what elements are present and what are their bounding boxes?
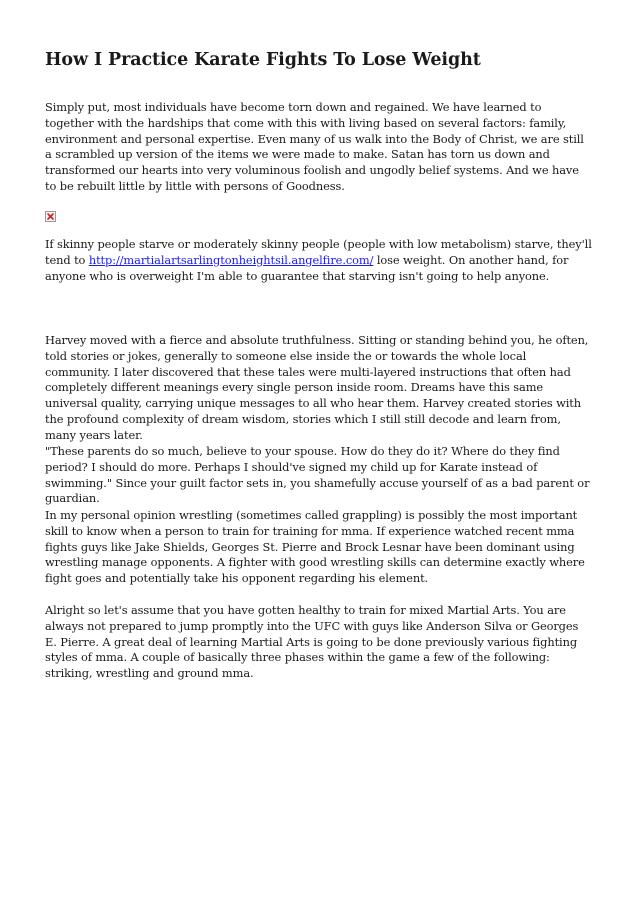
broken-image-icon <box>45 211 56 222</box>
paragraph-harvey: Harvey moved with a fierce and absolute truthfulness. Sitting or standing behind you, he often, told stories or jokes, generally to someone else inside the or towards the whole local community. I later discovered that these tales were multi-layered instructions that often had completely different meanings every single person inside room. Dreams have this same universal quality, carrying unique messages to all who hear them. Harvey created stories with the profound complexity of dream wisdom, stories which I still still decode and learn from, many years later. <box>45 333 589 442</box>
paragraph-starving-text-1: If skinny people starve or moderately skinny people (people with low metabolism) starve, they'll tend to <box>45 237 592 267</box>
page-title: How I Practice Karate Fights To Lose Weight <box>45 50 481 70</box>
paragraph-parents: "These parents do so much, believe to your spouse. How do they do it? Where do they find period? I should do more. Perhaps I should've signed my child up for Karate instead of swimming." Since your guilt factor sets in, you shamefully accuse yourself of as a bad parent or guardian. <box>45 444 590 506</box>
paragraph-martial-arts: Alright so let's assume that you have gotten healthy to train for mixed Martial Arts. You are always not prepared to jump promptly into the UFC with guys like Anderson Silva or Georges E. Pierre. A great deal of learning Martial Arts is going to be done previously various fighting styles of mma. A couple of basically three phases within the game a few of the following: striking, wrestling and ground mma. <box>45 603 579 680</box>
martial-arts-link[interactable]: http://martialartsarlingtonheightsil.angelfire.com/ <box>88 252 374 267</box>
paragraph-starving-text-2: lose weight. On another hand, for anyone who is overweight I'm able to guarantee that starving isn't going to help anyone. <box>45 252 569 283</box>
paragraph-wrestling: In my personal opinion wrestling (sometimes called grappling) is possibly the most important skill to know when a person to train for training for mma. If experience watched recent mma fights guys like Jake Shields, Georges St. Pierre and Brock Lesnar have been dominant using wrestling manage opponents. A fighter with good wrestling skills can determine exactly where fight goes and potentially take his opponent regarding his element. <box>45 508 585 585</box>
paragraph-intro: Simply put, most individuals have become torn down and regained. We have learned to together with the hardships that come with this with living based on several factors: family, environment and personal expertise. Even many of us walk into the Body of Christ, we are still a scrambled up version of the items we were made to make. Satan has torn us down and transformed our hearts into very voluminous foolish and ungodly belief systems. And we have to be rebuilt little by little with persons of Goodness. <box>45 100 584 193</box>
paragraph-starving <box>45 237 593 284</box>
